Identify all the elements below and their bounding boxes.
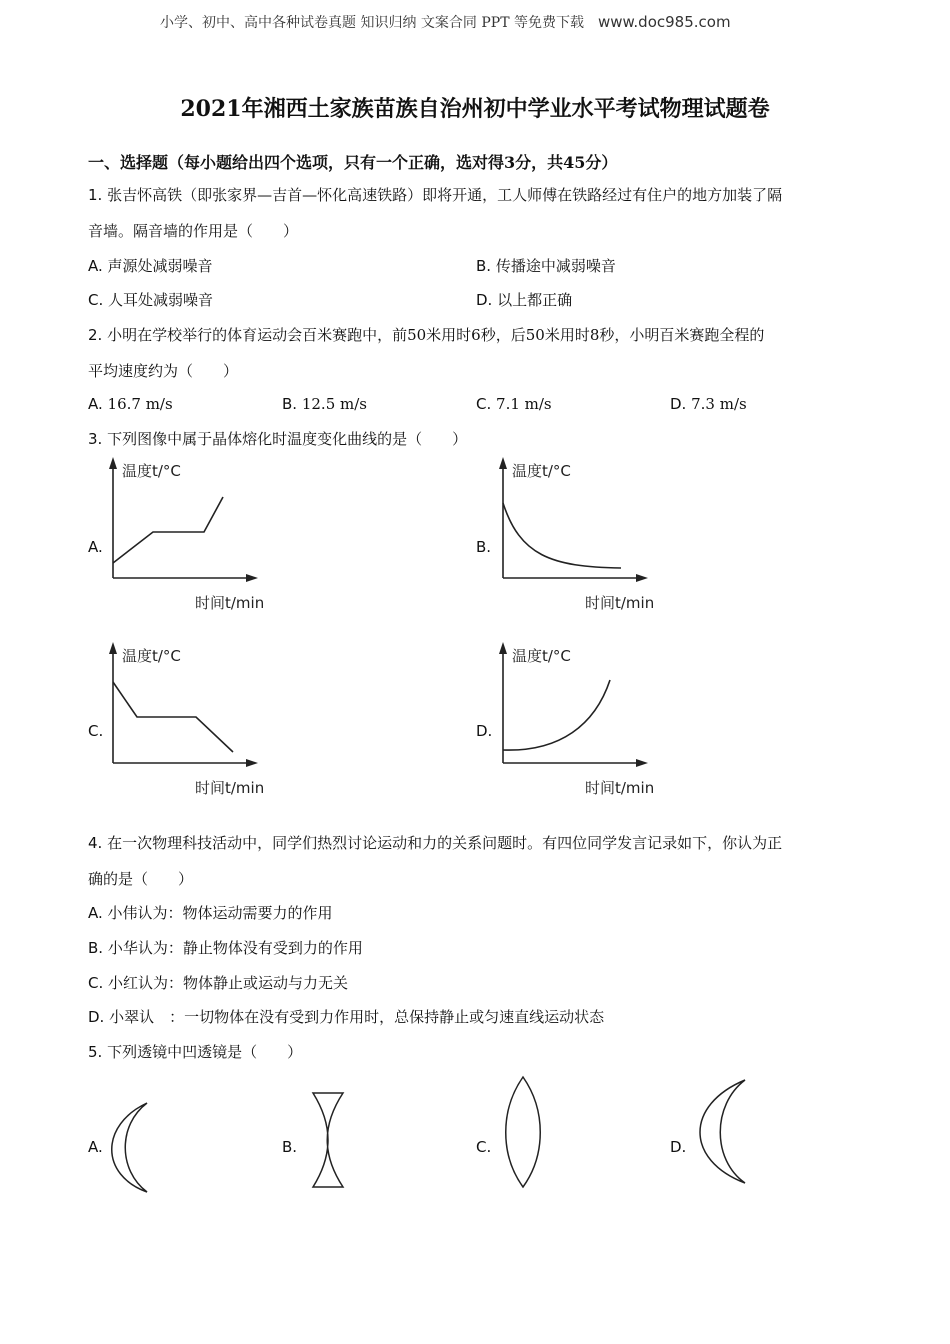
- q1-option-d[interactable]: D. 以上都正确: [476, 291, 573, 309]
- y-axis-label: 温度t/°C: [512, 462, 571, 480]
- q2-option-d[interactable]: D. 7.3 m/s: [670, 395, 747, 413]
- axes: [113, 648, 250, 763]
- axes: [503, 648, 640, 763]
- q1-line2: 音墙。隔音墙的作用是（ ）: [88, 222, 299, 240]
- y-axis-label: 温度t/°C: [122, 462, 181, 480]
- q1-option-a[interactable]: A. 声源处减弱噪音: [88, 257, 213, 275]
- q2-line1: 2. 小明在学校举行的体育运动会百米赛跑中，前50米用时6秒，后50米用时8秒，小明百米赛跑全程的: [88, 326, 765, 344]
- page-title: 2021年湘西土家族苗族自治州初中学业水平考试物理试题卷: [180, 96, 770, 122]
- q4-option-d[interactable]: D. 小翠认 ：一切物体在没有受到力作用时，总保持静止或匀速直线运动状态: [88, 1008, 605, 1026]
- y-axis-label: 温度t/°C: [122, 647, 181, 665]
- y-axis-arrow-icon: [109, 642, 117, 654]
- q5-line: 5. 下列透镜中凹透镜是（ ）: [88, 1043, 303, 1061]
- graph-c: [100, 640, 280, 800]
- header-text: 小学、初中、高中各种试卷真题 知识归纳 文案合同 PPT 等免费下载: [160, 15, 584, 31]
- x-axis-label: 时间t/min: [585, 779, 655, 797]
- q4-line2: 确的是（ ）: [88, 870, 194, 888]
- q2-option-a[interactable]: A. 16.7 m/s: [88, 395, 173, 413]
- y-axis-label: 温度t/°C: [512, 647, 571, 665]
- x-axis-arrow-icon: [636, 574, 648, 582]
- graph-d: [490, 640, 670, 800]
- graph-a: [100, 455, 280, 615]
- q5-option-c-label[interactable]: C.: [476, 1138, 492, 1156]
- q4-line1: 4. 在一次物理科技活动中，同学们热烈讨论运动和力的关系问题时。有四位同学发言记录如下，你认为正: [88, 834, 783, 852]
- q3-option-b-label[interactable]: B.: [476, 538, 492, 556]
- y-axis-arrow-icon: [109, 457, 117, 469]
- q5-option-b-label[interactable]: B.: [282, 1138, 298, 1156]
- q3-option-a-label[interactable]: A.: [88, 538, 103, 556]
- q3-option-c-label[interactable]: C.: [88, 722, 104, 740]
- curve: [503, 680, 610, 750]
- y-axis-arrow-icon: [499, 642, 507, 654]
- q5-option-d-label[interactable]: D.: [670, 1138, 687, 1156]
- x-axis-arrow-icon: [636, 759, 648, 767]
- q1-line1: [88, 184, 782, 205]
- q-text: 张吉怀高铁（即张家界—吉首—怀化高速铁路）即将开通，工人师傅在铁路经过有住户的地方加装了隔: [107, 186, 783, 204]
- curve: [113, 497, 223, 563]
- q3-option-d-label[interactable]: D.: [476, 722, 493, 740]
- curve: [503, 503, 621, 568]
- x-axis-label: 时间t/min: [195, 779, 265, 797]
- page-header: [160, 12, 731, 32]
- header-url[interactable]: www.doc985.com: [597, 13, 731, 31]
- q1-option-c[interactable]: C. 人耳处减弱噪音: [88, 291, 214, 309]
- axes: [113, 463, 250, 578]
- lens-d-icon: [700, 1080, 745, 1183]
- q3-line: 3. 下列图像中属于晶体熔化时温度变化曲线的是（ ）: [88, 430, 468, 448]
- y-axis-arrow-icon: [499, 457, 507, 469]
- q2-option-b[interactable]: B. 12.5 m/s: [282, 395, 367, 413]
- lens-b-icon: [313, 1093, 343, 1187]
- section-heading: 一、选择题（每小题给出四个选项，只有一个正确，选对得3分，共45分）: [88, 153, 618, 172]
- q4-option-b[interactable]: B. 小华认为：静止物体没有受到力的作用: [88, 939, 363, 957]
- axes: [503, 463, 640, 578]
- q5-option-a-label[interactable]: A.: [88, 1138, 103, 1156]
- q1-option-b[interactable]: B. 传播途中减弱噪音: [476, 257, 616, 275]
- x-axis-arrow-icon: [246, 759, 258, 767]
- q-num: 1.: [88, 186, 103, 204]
- x-axis-label: 时间t/min: [195, 594, 265, 612]
- q2-option-c[interactable]: C. 7.1 m/s: [476, 395, 552, 413]
- q2-line2: 平均速度约为（ ）: [88, 362, 239, 380]
- q4-option-a[interactable]: A. 小伟认为：物体运动需要力的作用: [88, 904, 333, 922]
- graph-b: [490, 455, 670, 615]
- curve: [113, 682, 233, 752]
- x-axis-arrow-icon: [246, 574, 258, 582]
- lens-c-icon: [506, 1077, 541, 1187]
- q4-option-c[interactable]: C. 小红认为：物体静止或运动与力无关: [88, 974, 349, 992]
- x-axis-label: 时间t/min: [585, 594, 655, 612]
